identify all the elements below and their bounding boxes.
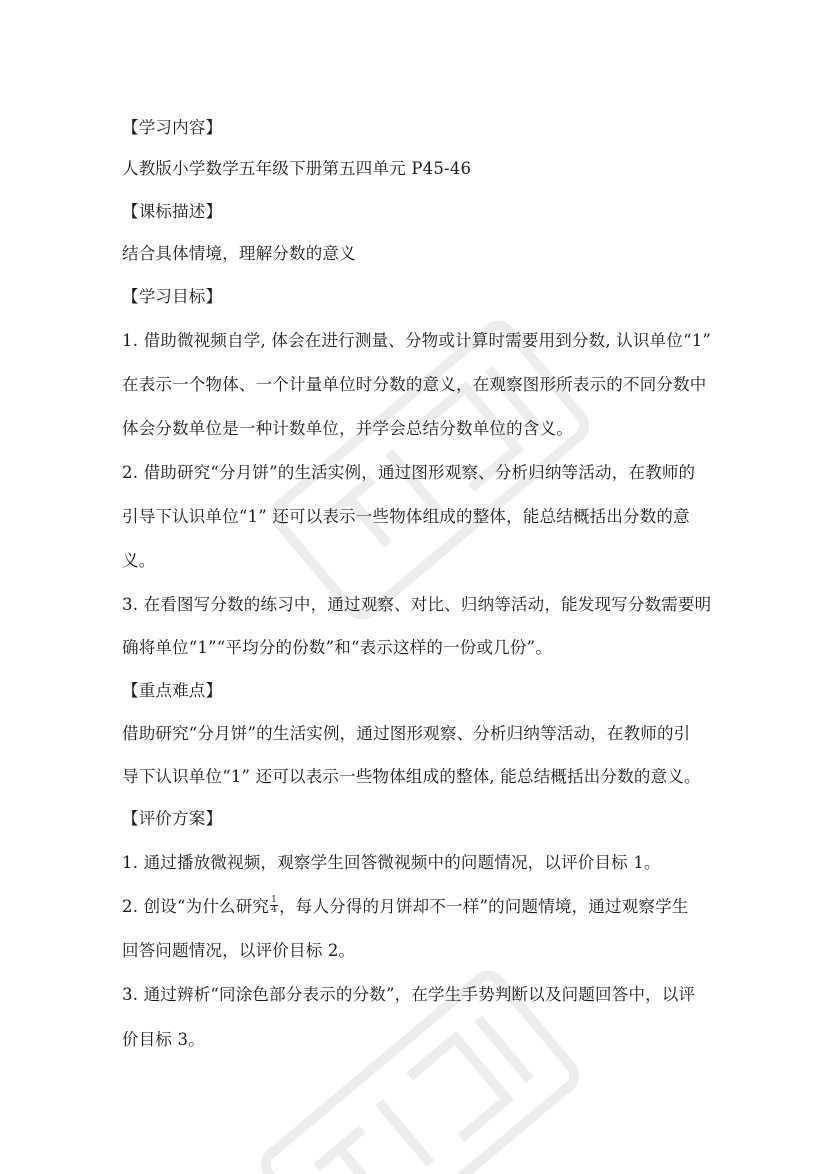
- goal-3-line-2: 确将单位“1”“平均分的份数”和“表示这样的一份或几份”。: [122, 638, 552, 657]
- curriculum-standard-text: 结合具体情境，理解分数的意义: [122, 244, 356, 263]
- heading-evaluation-plan: 【评价方案】: [122, 809, 223, 828]
- goal-1-line-1: 1. 借助微视频自学, 体会在进行测量、分物或计算时需要用到分数, 认识单位“1”: [122, 331, 712, 350]
- fraction-denominator: 4: [271, 905, 278, 915]
- evaluation-3-line-2: 价目标 3。: [122, 1030, 205, 1049]
- evaluation-2-prefix: 2. 创设“为什么研究: [122, 897, 270, 916]
- evaluation-3-line-1: 3. 通过辨析“同涂色部分表示的分数”，在学生手势判断以及问题回答中，以评: [122, 985, 696, 1004]
- evaluation-2-suffix: ，每人分得的月饼却不一样”的问题情境，通过观察学生: [279, 897, 689, 916]
- heading-learning-goals: 【学习目标】: [122, 287, 223, 306]
- goal-2-line-1: 2. 借助研究“分月饼”的生活实例，通过图形观察、分析归纳等活动，在教师的: [122, 463, 696, 482]
- fraction-numerator: 1: [271, 895, 278, 905]
- evaluation-1: 1. 通过播放微视频，观察学生回答微视频中的问题情况，以评价目标 1。: [122, 853, 661, 872]
- fraction-one-quarter: [270, 896, 278, 915]
- heading-key-difficulties: 【重点难点】: [122, 681, 223, 700]
- key-difficulties-line-1: 借助研究“分月饼”的生活实例，通过图形观察、分析归纳等活动，在教师的引: [122, 724, 691, 743]
- goal-1-line-2: 在表示一个物体、一个计量单位时分数的意义，在观察图形所表示的不同分数中: [122, 375, 707, 394]
- evaluation-2-line-1: [122, 896, 722, 918]
- key-difficulties-line-2: 导下认识单位“1” 还可以表示一些物体组成的整体, 能总结概括出分数的意义。: [122, 767, 701, 786]
- goal-2-line-2: 引导下认识单位“1” 还可以表示一些物体组成的整体，能总结概括出分数的意: [122, 507, 690, 526]
- goal-3-line-1: 3. 在看图写分数的练习中，通过观察、对比、归纳等活动，能发现写分数需要明: [122, 595, 712, 614]
- heading-learning-content: 【学习内容】: [122, 118, 223, 137]
- goal-1-line-3: 体会分数单位是一种计数单位，并学会总结分数单位的含义。: [122, 419, 573, 438]
- heading-curriculum-standard: 【课标描述】: [122, 202, 223, 221]
- evaluation-2-line-2: 回答问题情况，以评价目标 2。: [122, 941, 356, 960]
- learning-content-text: 人教版小学数学五年级下册第五四单元 P45-46: [122, 159, 472, 178]
- goal-2-line-3: 义。: [122, 551, 156, 570]
